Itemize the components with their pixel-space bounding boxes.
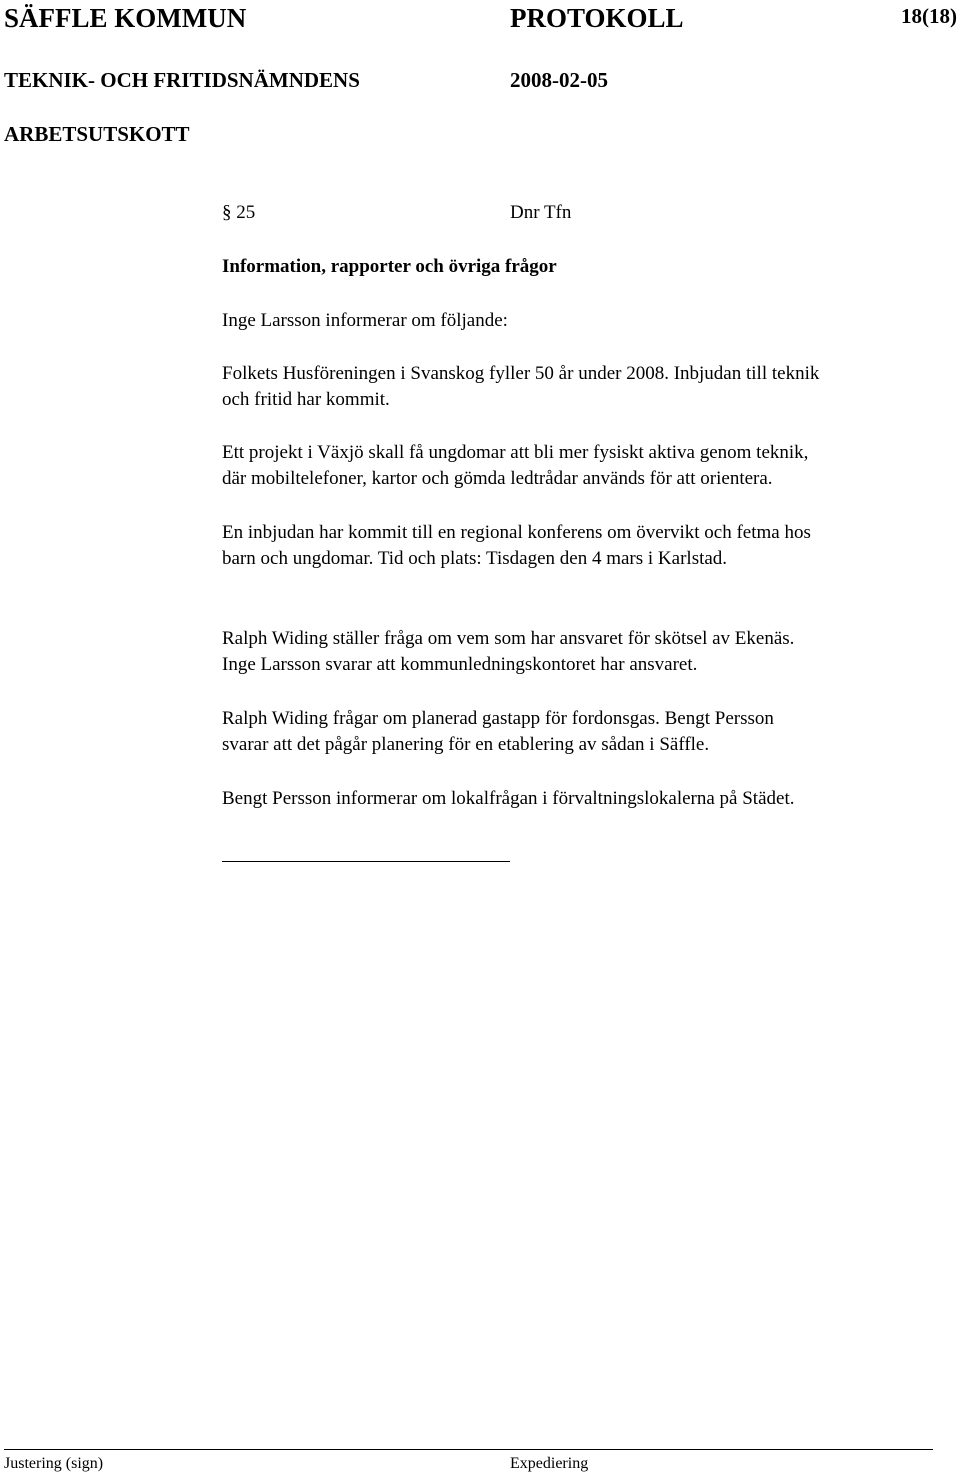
paragraph-line: Inge Larsson informerar om följande: bbox=[222, 310, 508, 331]
municipality-name: SÄFFLE KOMMUN bbox=[4, 3, 247, 33]
paragraph-lokalfragan bbox=[222, 786, 794, 812]
meeting-date: 2008-02-05 bbox=[510, 68, 608, 92]
paragraph-line: Inge Larsson svarar att kommunledningskontoret har ansvaret. bbox=[222, 654, 698, 675]
paragraph-line: Ralph Widing ställer fråga om vem som har ansvaret för skötsel av Ekenäs. bbox=[222, 628, 795, 649]
closing-rule bbox=[222, 861, 510, 862]
board-name-line2: ARBETSUTSKOTT bbox=[4, 122, 190, 146]
paragraph-gastapp bbox=[222, 706, 774, 758]
paragraph-line: En inbjudan har kommit till en regional konferens om övervikt och fetma hos bbox=[222, 522, 811, 543]
paragraph-conference bbox=[222, 520, 811, 572]
paragraph-ekenas bbox=[222, 626, 794, 678]
footer-rule bbox=[4, 1449, 933, 1450]
document-type: PROTOKOLL bbox=[510, 3, 684, 33]
paragraph-line: Folkets Husföreningen i Svanskog fyller 50 år under 2008. Inbjudan till teknik bbox=[222, 363, 820, 384]
section-number-value: 25 bbox=[236, 202, 256, 223]
paragraph-line: där mobiltelefoner, kartor och gömda ledtrådar används för att orientera. bbox=[222, 468, 773, 489]
paragraph-line: och fritid har kommit. bbox=[222, 389, 390, 410]
paragraph-intro bbox=[222, 308, 508, 334]
page-number: 18(18) bbox=[901, 4, 957, 28]
section-title: Information, rapporter och övriga frågor bbox=[222, 256, 557, 277]
paragraph-line: barn och ungdomar. Tid och plats: Tisdagen den 4 mars i Karlstad. bbox=[222, 548, 728, 569]
paragraph-line: Ralph Widing frågar om planerad gastapp för fordonsgas. Bengt Persson bbox=[222, 708, 774, 729]
expediering-label: Expediering bbox=[510, 1455, 589, 1472]
diary-number: Dnr Tfn bbox=[510, 202, 572, 223]
paragraph-folkets-hus bbox=[222, 361, 819, 413]
board-name-line1: TEKNIK- OCH FRITIDSNÄMNDENS bbox=[4, 68, 360, 92]
paragraph-line: svarar att det pågår planering för en etablering av sådan i Säffle. bbox=[222, 734, 710, 755]
section-symbol: § bbox=[222, 202, 232, 223]
paragraph-line: Ett projekt i Växjö skall få ungdomar att bli mer fysiskt aktiva genom teknik, bbox=[222, 442, 809, 463]
paragraph-line: Bengt Persson informerar om lokalfrågan i förvaltningslokalerna på Städet. bbox=[222, 788, 795, 809]
section-number bbox=[222, 200, 255, 226]
paragraph-vaxjo-project bbox=[222, 440, 808, 492]
justering-label: Justering (sign) bbox=[4, 1455, 104, 1472]
